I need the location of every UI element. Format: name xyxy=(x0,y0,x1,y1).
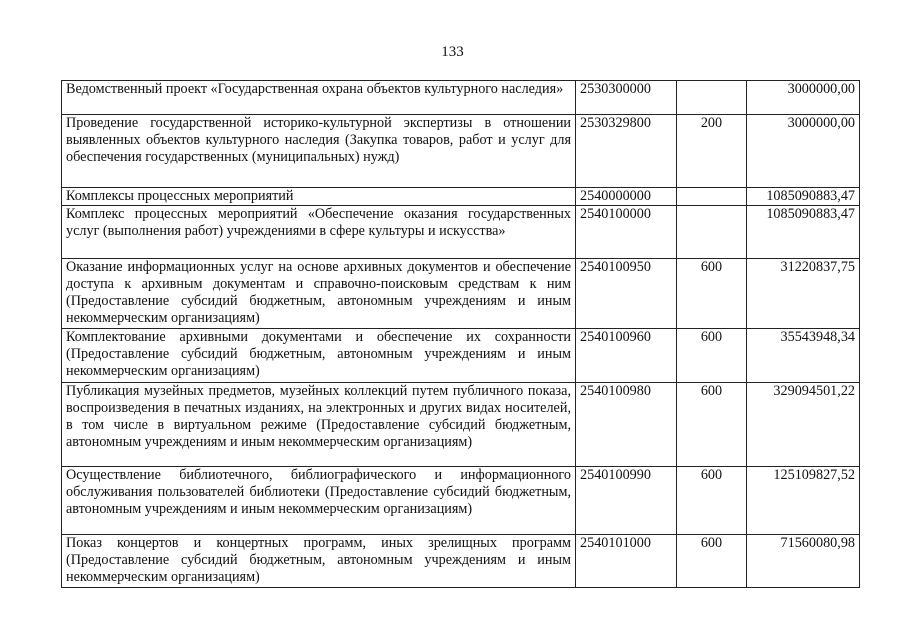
table-row xyxy=(62,115,860,188)
row-description: Публикация музейных предметов, музейных коллекций путем публичного показа, воспроизведения в печатных изданиях, на электронных и других видах носителей, в том числе в виртуальном режиме (Предоставление субсидий бюджетным, автономным учреждениям и иным некоммерческим организациям) xyxy=(62,383,576,467)
row-code: 2540101000 xyxy=(576,535,677,588)
row-type: 600 xyxy=(676,383,746,467)
row-amount: 3000000,00 xyxy=(747,115,860,188)
row-amount: 3000000,00 xyxy=(747,81,860,115)
page-number: 133 xyxy=(441,44,464,60)
row-description: Показ концертов и концертных программ, иных зрелищных программ (Предоставление субсидий бюджетным, автономным учреждениям и иным некоммерческим организациям) xyxy=(62,535,576,588)
row-amount: 71560080,98 xyxy=(747,535,860,588)
budget-table xyxy=(61,80,860,588)
table-row xyxy=(62,188,860,206)
row-amount: 329094501,22 xyxy=(747,383,860,467)
row-code: 2540100980 xyxy=(576,383,677,467)
row-type: 600 xyxy=(676,329,746,383)
table-row xyxy=(62,535,860,588)
table-row xyxy=(62,259,860,329)
row-type: 600 xyxy=(676,467,746,535)
row-amount: 125109827,52 xyxy=(747,467,860,535)
row-description: Комплексы процессных мероприятий xyxy=(62,188,576,206)
row-code: 2530329800 xyxy=(576,115,677,188)
row-description: Ведомственный проект «Государственная охрана объектов культурного наследия» xyxy=(62,81,576,115)
row-description: Комплектование архивными документами и обеспечение их сохранности (Предоставление субсидий бюджетным, автономным учреждениям и иным некоммерческим организациям) xyxy=(62,329,576,383)
table-row xyxy=(62,329,860,383)
row-amount: 1085090883,47 xyxy=(747,206,860,259)
row-code: 2540000000 xyxy=(576,188,677,206)
row-amount: 31220837,75 xyxy=(747,259,860,329)
row-description: Осуществление библиотечного, библиографического и информационного обслуживания пользователей библиотеки (Предоставление субсидий бюджетным, автономным учреждениям и иным некоммерческим организациям) xyxy=(62,467,576,535)
row-type xyxy=(676,81,746,115)
row-type xyxy=(676,188,746,206)
row-code: 2540100990 xyxy=(576,467,677,535)
row-amount: 35543948,34 xyxy=(747,329,860,383)
row-description: Проведение государственной историко-культурной экспертизы в отношении выявленных объектов культурного наследия (Закупка товаров, работ и услуг для обеспечения государственных (муниципальных) нужд) xyxy=(62,115,576,188)
row-type: 200 xyxy=(676,115,746,188)
row-type: 600 xyxy=(676,535,746,588)
table-row xyxy=(62,383,860,467)
row-code: 2540100000 xyxy=(576,206,677,259)
table-row xyxy=(62,467,860,535)
row-description: Комплекс процессных мероприятий «Обеспечение оказания государственных услуг (выполнения работ) учреждениями в сфере культуры и искусства» xyxy=(62,206,576,259)
row-code: 2530300000 xyxy=(576,81,677,115)
row-code: 2540100960 xyxy=(576,329,677,383)
row-description: Оказание информационных услуг на основе архивных документов и обеспечение доступа к архивным документам и справочно-поисковым средствам к ним (Предоставление субсидий бюджетным, автономным учреждениям и иным некоммерческим организациям) xyxy=(62,259,576,329)
table-row xyxy=(62,206,860,259)
row-type xyxy=(676,206,746,259)
row-type: 600 xyxy=(676,259,746,329)
row-amount: 1085090883,47 xyxy=(747,188,860,206)
row-code: 2540100950 xyxy=(576,259,677,329)
table-row xyxy=(62,81,860,115)
